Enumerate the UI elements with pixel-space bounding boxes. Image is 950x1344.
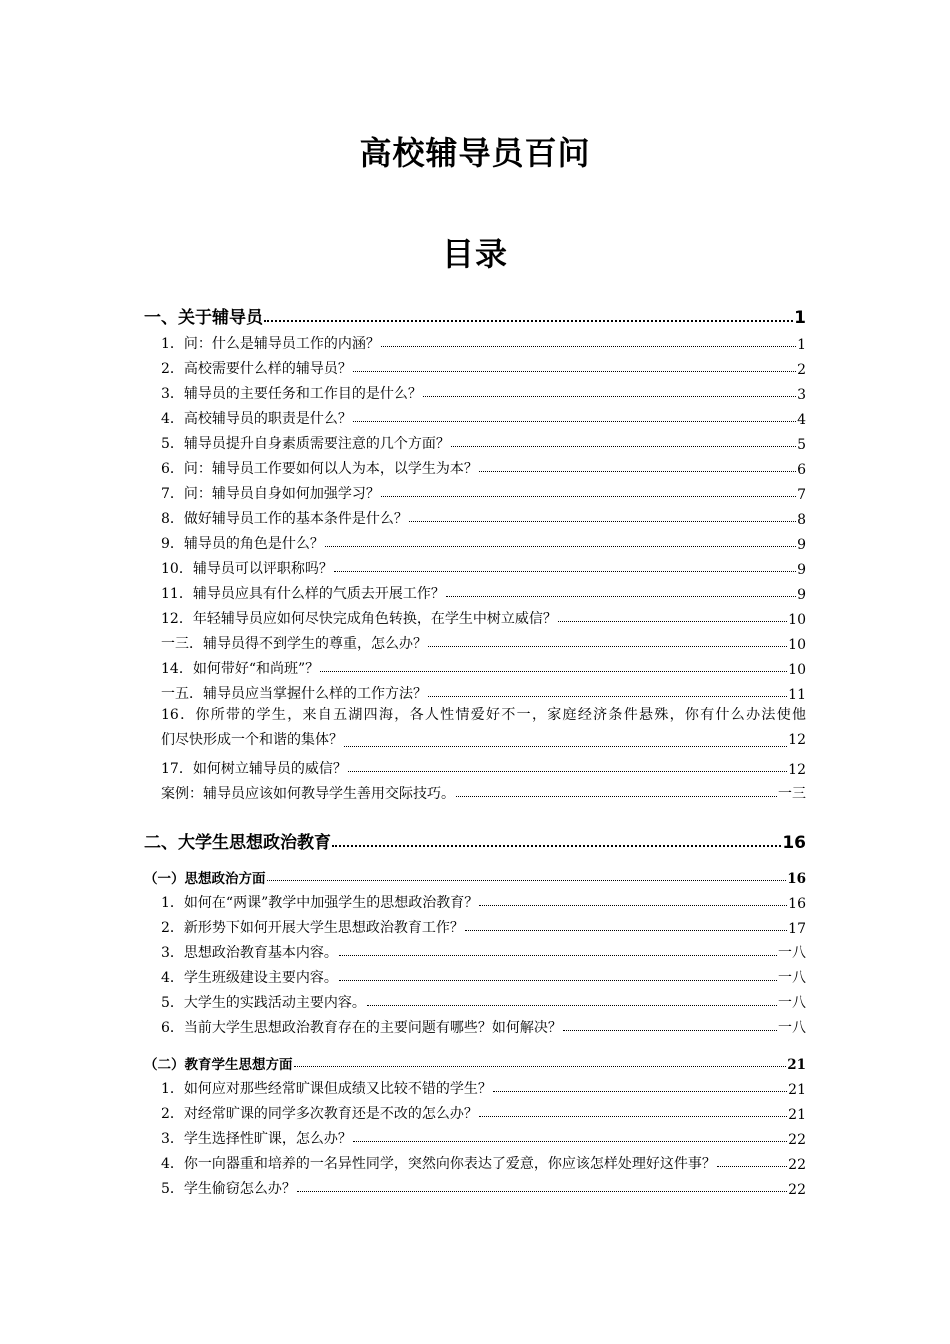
toc-item-label: 1．如何在“两课”教学中加强学生的思想政治教育？ (161, 895, 479, 911)
toc-page-number: 1 (797, 337, 806, 353)
toc-item-label: 5．学生偷窃怎么办？ (161, 1181, 296, 1197)
toc-item[interactable] (144, 987, 806, 1012)
toc-item-label: 3．学生选择性旷课，怎么办？ (161, 1131, 352, 1147)
toc-item-label: 5．大学生的实践活动主要内容。 (161, 995, 366, 1011)
toc-page-number: 一三 (778, 786, 806, 802)
toc-item[interactable] (144, 453, 806, 478)
toc-page-number: 7 (797, 487, 806, 503)
dot-leader (367, 1004, 777, 1006)
toc-page-number: 16 (782, 833, 806, 853)
document-title: 高校辅导员百问 (359, 134, 591, 172)
toc-page-number: 10 (788, 637, 806, 653)
toc-item[interactable] (144, 603, 806, 628)
toc-item-label-line2: 们尽快形成一个和谐的集体？ (161, 732, 343, 748)
toc-item[interactable] (144, 1148, 806, 1173)
dot-leader (344, 745, 787, 747)
toc-item-label: 9．辅导员的角色是什么？ (161, 536, 324, 552)
toc-item[interactable] (144, 378, 806, 403)
toc-item-label: 2．对经常旷课的同学多次教育还是不改的怎么办？ (161, 1106, 478, 1122)
dot-leader (558, 620, 787, 622)
toc-item[interactable] (144, 1173, 806, 1198)
dot-leader (297, 1190, 787, 1192)
toc-item-label: 一五．辅导员应当掌握什么样的工作方法？ (161, 686, 427, 702)
toc-item-label: 1．如何应对那些经常旷课但成绩又比较不错的学生？ (161, 1081, 492, 1097)
toc-page-number: 1 (794, 308, 806, 328)
toc-page-number: 22 (788, 1182, 806, 1198)
toc-heading: 目录 (441, 235, 508, 273)
toc-item[interactable] (144, 503, 806, 528)
toc-page-number: 5 (797, 437, 806, 453)
dot-leader (717, 1165, 787, 1167)
toc-section-1-items (144, 328, 806, 703)
toc-section-1[interactable] (144, 300, 806, 328)
toc-page-number: 12 (788, 762, 806, 778)
toc-item[interactable] (144, 1073, 806, 1098)
toc-item[interactable] (144, 328, 806, 353)
toc-item[interactable] (144, 937, 806, 962)
toc-page-number: 10 (788, 612, 806, 628)
toc-item[interactable] (144, 753, 806, 778)
dot-leader (409, 520, 796, 522)
toc-subsection-1-items (144, 887, 806, 1037)
toc-item-label: 3．辅导员的主要任务和工作目的是什么？ (161, 386, 422, 402)
toc-item-label: 11．辅导员应具有什么样的气质去开展工作？ (161, 586, 445, 602)
toc-page-number: 9 (797, 562, 806, 578)
dot-leader (332, 844, 781, 847)
toc-page-number: 21 (788, 1107, 806, 1123)
dot-leader (479, 470, 796, 472)
toc-item[interactable] (144, 428, 806, 453)
dot-leader (339, 954, 777, 956)
dot-leader (493, 1090, 787, 1092)
toc-item-label: 4．高校辅导员的职责是什么？ (161, 411, 352, 427)
toc-item-label: 3．思想政治教育基本内容。 (161, 945, 338, 961)
toc-item-label: 4．学生班级建设主要内容。 (161, 970, 338, 986)
toc-item-label: 案例：辅导员应该如何教导学生善用交际技巧。 (161, 786, 455, 802)
dot-leader (423, 395, 796, 397)
toc-page-number: 22 (788, 1132, 806, 1148)
toc-item-label: 2．高校需要什么样的辅导员？ (161, 361, 352, 377)
toc-page-number: 11 (788, 687, 806, 703)
dot-leader (353, 1140, 787, 1142)
toc-page-number: 一八 (778, 1020, 806, 1036)
toc-item-label: 7．问：辅导员自身如何加强学习？ (161, 486, 380, 502)
toc-page-number: 21 (788, 1082, 806, 1098)
dot-leader (320, 670, 787, 672)
dot-leader (267, 879, 787, 881)
toc-item[interactable] (144, 887, 806, 912)
toc-page-number: 一八 (778, 970, 806, 986)
dot-leader (465, 929, 787, 931)
toc-item-label-line1: 16．你所带的学生，来自五湖四海，各人性情爱好不一，家庭经济条件悬殊，你有什么办法使他 (161, 707, 806, 723)
toc-page-number: 21 (787, 1057, 806, 1073)
dot-leader (428, 645, 787, 647)
toc-item-label: 10．辅导员可以评职称吗？ (161, 561, 333, 577)
toc-item[interactable] (144, 628, 806, 653)
toc-item-label: 5．辅导员提升自身素质需要注意的几个方面？ (161, 436, 450, 452)
toc-item-label: 4．你一向器重和培养的一名异性同学，突然向你表达了爱意，你应该怎样处理好这件事？ (161, 1156, 716, 1172)
toc-page-number: 一八 (778, 945, 806, 961)
toc-page-number: 3 (797, 387, 806, 403)
dot-leader (325, 545, 796, 547)
toc-page-number: 16 (787, 871, 806, 887)
dot-leader (428, 695, 787, 697)
toc-item[interactable] (144, 1123, 806, 1148)
toc-page-number: 2 (797, 362, 806, 378)
dot-leader (456, 795, 777, 797)
dot-leader (563, 1029, 777, 1031)
dot-leader (446, 595, 796, 597)
toc-subsection-2-items (144, 1073, 806, 1198)
dot-leader (348, 770, 787, 772)
toc-item-label: 8．做好辅导员工作的基本条件是什么？ (161, 511, 408, 527)
dot-leader (264, 319, 793, 322)
toc-item[interactable] (144, 653, 806, 678)
toc-item[interactable] (144, 553, 806, 578)
dot-leader (451, 445, 796, 447)
toc-subsection-2[interactable] (144, 1049, 806, 1073)
toc-page-number: 12 (788, 732, 806, 748)
dot-leader (381, 345, 796, 347)
toc-page-number: 16 (788, 896, 806, 912)
toc-item-label: 12．年轻辅导员应如何尽快完成角色转换，在学生中树立威信？ (161, 611, 557, 627)
toc-subsection-1[interactable] (144, 863, 806, 887)
toc-item-label: 17．如何树立辅导员的威信？ (161, 761, 347, 777)
toc-page-number: 17 (788, 921, 806, 937)
toc-item-label: 6．问：辅导员工作要如何以人为本，以学生为本？ (161, 461, 478, 477)
dot-leader (479, 1115, 787, 1117)
toc-page-number: 4 (797, 412, 806, 428)
toc-page-number: 8 (797, 512, 806, 528)
toc-item[interactable] (144, 528, 806, 553)
toc-section-1-items-after (144, 753, 806, 803)
toc-item-label: 一三．辅导员得不到学生的尊重，怎么办？ (161, 636, 427, 652)
table-of-contents (144, 300, 806, 1198)
toc-page-number: 6 (797, 462, 806, 478)
toc-page-number: 10 (788, 662, 806, 678)
toc-item[interactable] (144, 353, 806, 378)
toc-item-label: 6．当前大学生思想政治教育存在的主要问题有哪些？如何解决？ (161, 1020, 562, 1036)
toc-section-label: 一、关于辅导员 (144, 308, 263, 328)
toc-page-number: 22 (788, 1157, 806, 1173)
toc-subsection-label: （二）教育学生思想方面 (144, 1057, 293, 1073)
toc-item[interactable] (144, 403, 806, 428)
dot-leader (381, 495, 796, 497)
toc-item-label: 14．如何带好“和尚班”？ (161, 661, 320, 677)
dot-leader (353, 370, 796, 372)
dot-leader (353, 420, 796, 422)
toc-page-number: 一八 (778, 995, 806, 1011)
toc-item-16[interactable] (144, 703, 806, 753)
toc-page-number: 9 (797, 587, 806, 603)
toc-item[interactable] (144, 962, 806, 987)
toc-item[interactable] (144, 1098, 806, 1123)
dot-leader (294, 1065, 787, 1067)
dot-leader (339, 979, 777, 981)
toc-item[interactable] (144, 678, 806, 703)
toc-item[interactable] (144, 778, 806, 803)
toc-item[interactable] (144, 578, 806, 603)
dot-leader (334, 570, 796, 572)
dot-leader (479, 904, 787, 906)
toc-item[interactable] (144, 1012, 806, 1037)
toc-item-label: 1．问：什么是辅导员工作的内涵？ (161, 336, 380, 352)
toc-page-number: 9 (797, 537, 806, 553)
toc-section-2[interactable] (144, 825, 806, 853)
toc-section-label: 二、大学生思想政治教育 (144, 833, 331, 853)
toc-subsection-label: （一）思想政治方面 (144, 871, 266, 887)
toc-item[interactable] (144, 478, 806, 503)
toc-item-label: 2．新形势下如何开展大学生思想政治教育工作？ (161, 920, 464, 936)
toc-item[interactable] (144, 912, 806, 937)
